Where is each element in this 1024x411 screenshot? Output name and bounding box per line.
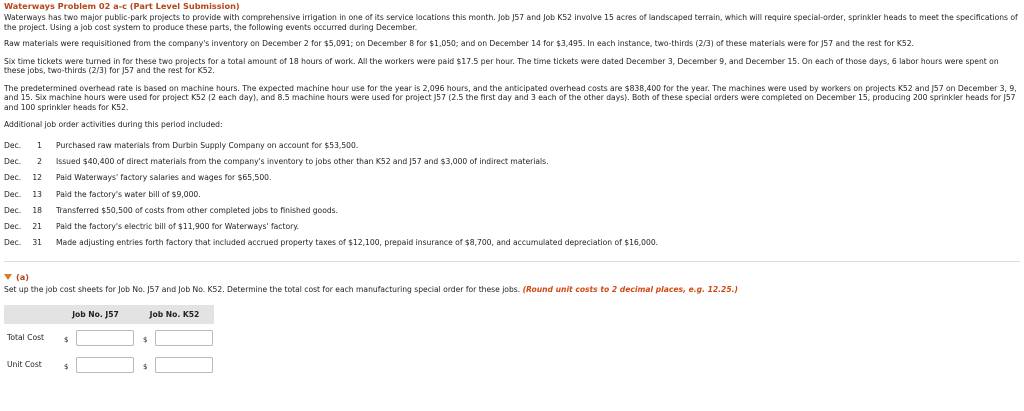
transaction-text: Issued $40,400 of direct materials from the company's inventory to jobs other than K52 and J57 and $3,000 of indirect materials.	[56, 157, 549, 167]
transaction-row	[4, 202, 1020, 218]
currency-symbol: $	[143, 363, 148, 372]
transaction-row	[4, 219, 1020, 235]
transaction-text: Purchased raw materials from Durbin Supply Company on account for $53,500.	[56, 140, 359, 150]
transaction-row	[4, 186, 1020, 202]
rounding-hint: (Round unit costs to 2 decimal places, e.g. 12.25.)	[522, 285, 738, 295]
currency-symbol: $	[64, 336, 69, 345]
transaction-day: 2	[37, 157, 42, 167]
transaction-day: 1	[37, 140, 42, 150]
transaction-month: Dec.	[4, 238, 22, 248]
job-cost-table	[4, 305, 214, 378]
transaction-month: Dec.	[4, 205, 22, 215]
currency-symbol: $	[64, 363, 69, 372]
transaction-text: Transferred $50,500 of costs from other completed jobs to finished goods.	[56, 205, 339, 215]
cell-j57-total	[56, 324, 135, 351]
transaction-list	[4, 138, 1020, 251]
header-job-k52: Job No. K52	[135, 305, 214, 324]
intro-paragraph: Waterways has two major public-park projects to provide with comprehensive irrigation in one of its service locations this month. Job J57 and Job K52 involve 15 acres of landscaped terrain, which will require special-order, sprinkler heads to meet the specifications of the project. Using a job cost system to produce these parts, the following events occurred during December.	[4, 13, 1018, 32]
transaction-day: 13	[32, 189, 42, 199]
cell-k52-total	[135, 324, 214, 351]
k52-total-cost-input[interactable]	[155, 330, 213, 346]
row-label-unit-cost: Unit Cost	[7, 359, 42, 369]
header-blank	[4, 305, 56, 324]
transaction-month: Dec.	[4, 221, 22, 231]
triangle-down-icon[interactable]	[4, 274, 12, 280]
part-a-question	[4, 285, 1020, 294]
problem-page	[0, 1, 1024, 378]
j57-total-cost-input[interactable]	[76, 330, 134, 346]
k52-unit-cost-input[interactable]	[155, 357, 213, 373]
transaction-month: Dec.	[4, 157, 22, 167]
cell-j57-unit	[56, 351, 135, 378]
transaction-text: Paid the factory's electric bill of $11,900 for Waterways' factory.	[56, 221, 300, 231]
table-row	[4, 324, 214, 351]
transaction-row	[4, 170, 1020, 186]
part-a-toggle[interactable]	[4, 272, 1020, 282]
transaction-day: 12	[32, 173, 42, 183]
j57-unit-cost-input[interactable]	[76, 357, 134, 373]
section-divider	[4, 261, 1020, 262]
transaction-row	[4, 235, 1020, 251]
transaction-text: Paid the factory's water bill of $9,000.	[56, 189, 201, 199]
overhead-paragraph: The predetermined overhead rate is based on machine hours. The expected machine hour use for the year is 2,096 hours, and the anticipated overhead costs are $838,400 for the year. The machines were used by workers on projects K52 and J57 on December 3, 9, and 15. Six machine hours were used for project K52 (2 each day), and 8.5 machine hours were used for project J57 (2.5 the first day and 3 each of the other days). Both of these special orders were completed on December 15, producing 200 sprinkler heads for J57 and 100 sprinkler heads for K52.	[4, 83, 1017, 112]
transaction-row	[4, 138, 1020, 154]
row-label-total-cost: Total Cost	[7, 332, 45, 342]
transaction-text: Made adjusting entries forth factory that included accrued property taxes of $12,100, prepaid insurance of $8,700, and accumulated depreciation of $16,000.	[56, 238, 659, 248]
transaction-day: 18	[32, 205, 42, 215]
transaction-month: Dec.	[4, 140, 22, 150]
currency-symbol: $	[143, 336, 148, 345]
header-job-j57: Job No. J57	[56, 305, 135, 324]
raw-materials-paragraph: Raw materials were requisitioned from the company's inventory on December 2 for $5,091; on December 8 for $1,050; and on December 14 for $3,495. In each instance, two-thirds (2/3) of these materials were for J57 and the rest for K52.	[4, 39, 914, 49]
transaction-month: Dec.	[4, 173, 22, 183]
transaction-row	[4, 154, 1020, 170]
cell-k52-unit	[135, 351, 214, 378]
transaction-month: Dec.	[4, 189, 22, 199]
transaction-day: 31	[32, 238, 42, 248]
table-row	[4, 351, 214, 378]
part-a-label: (a)	[16, 271, 30, 282]
question-text: Set up the job cost sheets for Job No. J57 and Job No. K52. Determine the total cost for each manufacturing special order for these jobs.	[4, 285, 521, 295]
time-tickets-paragraph: Six time tickets were turned in for these two projects for a total amount of 18 hours of work. All the workers were paid $17.5 per hour. The time tickets were dated December 3, December 9, and December 15. On each of those days, 6 labor hours were spent on these jobs, two-thirds (2/3) for J57 and the rest for K52.	[4, 56, 999, 76]
table-header-row	[4, 305, 214, 324]
transaction-text: Paid Waterways' factory salaries and wages for $65,500.	[56, 173, 272, 183]
additional-activities-paragraph: Additional job order activities during this period included:	[4, 120, 223, 130]
transaction-day: 21	[32, 221, 42, 231]
problem-title: Waterways Problem 02 a-c (Part Level Submission)	[4, 1, 240, 11]
